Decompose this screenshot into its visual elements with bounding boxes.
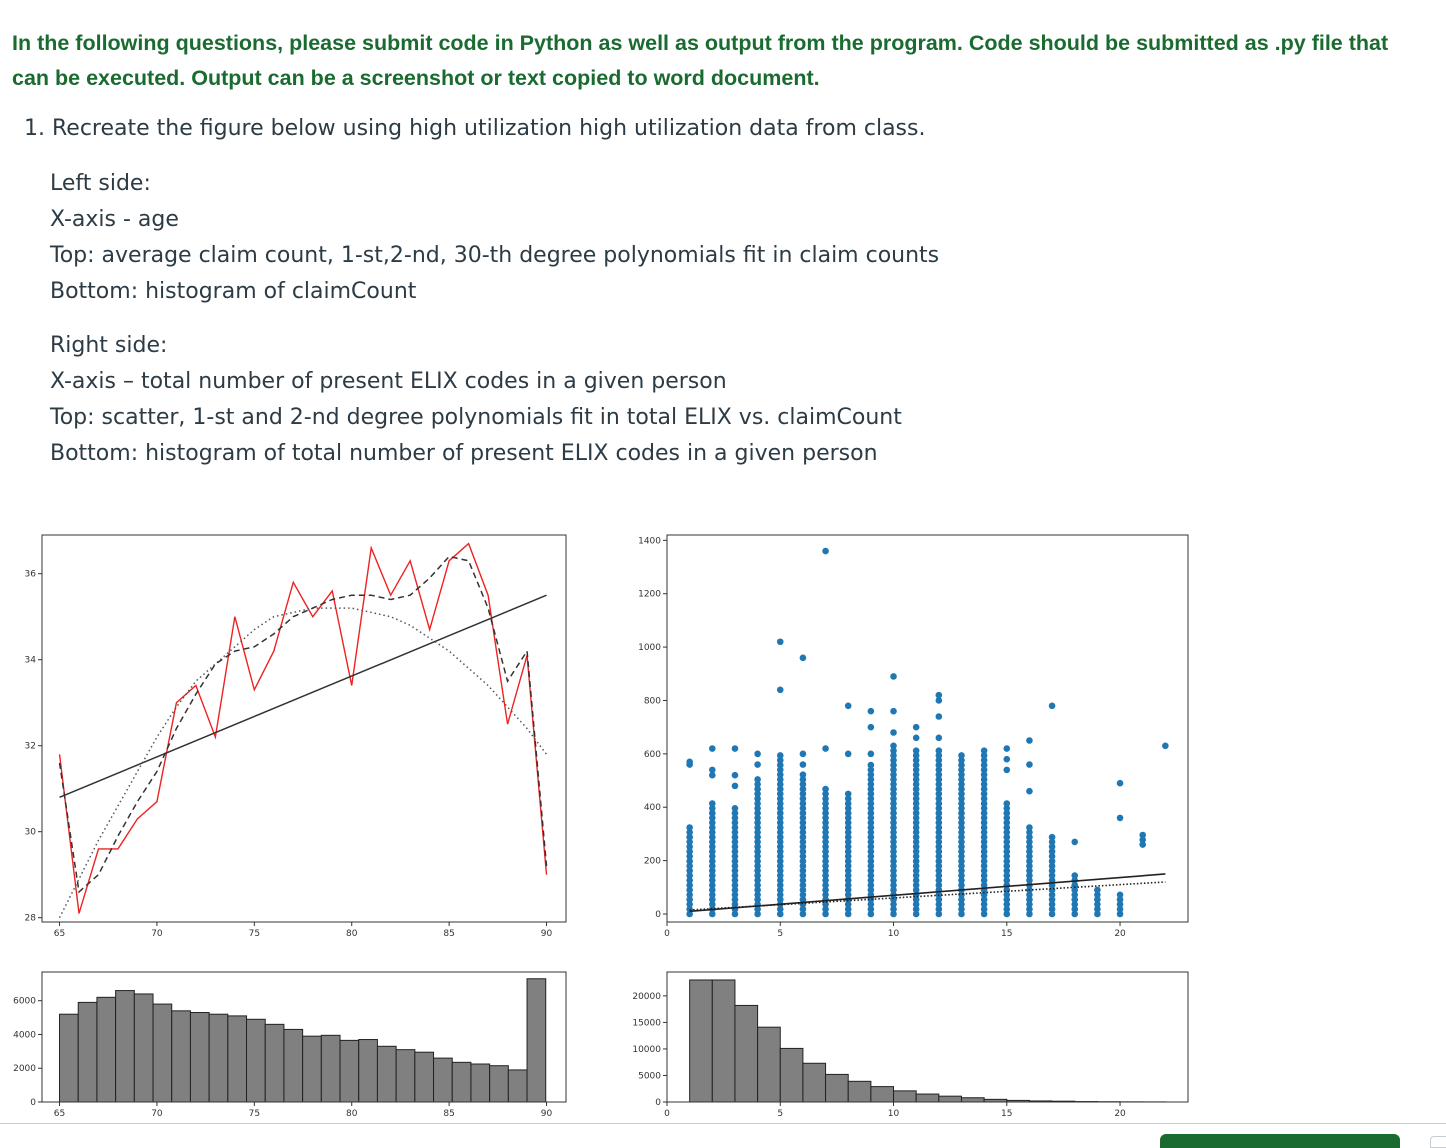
histogram-bar (527, 979, 546, 1102)
scatter-point (777, 638, 784, 645)
scatter-point (1071, 872, 1078, 879)
scatter-point (777, 687, 784, 694)
scatter-point (822, 548, 829, 555)
histogram-bar (452, 1062, 471, 1102)
x-tick-label: 65 (54, 1109, 65, 1119)
histogram-bar (508, 1070, 527, 1102)
corner-button[interactable] (1430, 1136, 1446, 1148)
x-tick-label: 75 (249, 929, 260, 939)
scatter-point (709, 745, 716, 752)
series-line-black-dashed (60, 557, 547, 892)
x-tick-label: 10 (888, 929, 900, 939)
scatter-point (686, 824, 693, 831)
x-tick-label: 85 (443, 929, 454, 939)
y-tick-label: 0 (655, 910, 661, 920)
question-1: 1. Recreate the figure below using high utilization high utilization data from class. (24, 116, 925, 141)
right-side-line: Top: scatter, 1-st and 2-nd degree polynomials fit in total ELIX vs. claimCount (50, 400, 902, 436)
histogram-bar (803, 1063, 826, 1102)
right-side-line: X-axis – total number of present ELIX codes in a given person (50, 364, 902, 400)
x-tick-label: 20 (1114, 1109, 1126, 1119)
y-tick-label: 800 (644, 696, 661, 706)
y-tick-label: 15000 (632, 1018, 661, 1028)
series-line-black-dotted (60, 608, 547, 918)
y-tick-label: 28 (25, 914, 37, 924)
histogram-bar (228, 1016, 247, 1102)
scatter-point (1071, 839, 1078, 846)
scatter-point (800, 751, 807, 758)
scatter-point (732, 783, 739, 790)
scatter-point (845, 791, 852, 798)
y-tick-label: 6000 (13, 997, 36, 1007)
scatter-point (754, 751, 761, 758)
x-tick-label: 65 (54, 929, 65, 939)
x-tick-label: 15 (1001, 1109, 1012, 1119)
chart-bottom-left (13, 972, 566, 1119)
y-tick-label: 4000 (13, 1030, 36, 1040)
histogram-bar (172, 1011, 191, 1102)
histogram-bar (916, 1094, 939, 1102)
scatter-point (845, 751, 852, 758)
histogram-bar (377, 1046, 396, 1102)
footer-divider (0, 1123, 1446, 1124)
histogram-bar (758, 1027, 781, 1102)
y-tick-label: 0 (655, 1098, 661, 1108)
scatter-point (777, 752, 784, 759)
histogram-bar (247, 1019, 266, 1102)
y-tick-label: 600 (644, 750, 661, 760)
chart-top-right (638, 535, 1188, 939)
scatter-point (800, 654, 807, 661)
x-tick-label: 0 (664, 1109, 670, 1119)
histogram-bar (848, 1081, 871, 1102)
x-tick-label: 5 (777, 1109, 783, 1119)
x-tick-label: 15 (1001, 929, 1012, 939)
chart-top-left (25, 535, 566, 939)
scatter-point (890, 729, 897, 736)
scatter-point (686, 759, 693, 766)
scatter-point (1049, 703, 1056, 710)
submit-button[interactable] (1160, 1134, 1400, 1148)
histogram-bar (894, 1091, 917, 1102)
x-tick-label: 20 (1114, 929, 1126, 939)
scatter-point (890, 708, 897, 715)
scatter-point (732, 745, 739, 752)
series-line-black-solid (60, 595, 547, 797)
scatter-point (913, 747, 920, 754)
y-tick-label: 32 (25, 742, 36, 752)
y-tick-label: 1000 (638, 643, 661, 653)
y-tick-label: 400 (644, 803, 661, 813)
x-tick-label: 90 (541, 929, 553, 939)
scatter-point (822, 745, 829, 752)
scatter-point (1094, 887, 1101, 894)
scatter-point (800, 771, 807, 778)
scatter-point (1162, 743, 1169, 750)
scatter-point (845, 703, 852, 710)
histogram-bar (97, 997, 116, 1102)
histogram-bar (780, 1048, 803, 1102)
histogram-bar (284, 1029, 303, 1102)
x-tick-label: 85 (443, 1109, 454, 1119)
scatter-point (1117, 815, 1124, 822)
scatter-point (936, 735, 943, 742)
scatter-point (800, 761, 807, 768)
x-tick-label: 80 (346, 929, 358, 939)
scatter-point (1117, 891, 1124, 898)
y-tick-label: 5000 (638, 1071, 661, 1081)
scatter-point (822, 786, 829, 793)
scatter-point (913, 735, 920, 742)
scatter-point (1003, 745, 1010, 752)
scatter-point (1117, 780, 1124, 787)
histogram-bar (134, 994, 153, 1102)
y-tick-label: 200 (644, 857, 661, 867)
histogram-bar (209, 1014, 228, 1102)
x-tick-label: 70 (151, 929, 163, 939)
axes-frame (667, 535, 1188, 922)
scatter-point (913, 724, 920, 731)
histogram-bar (434, 1058, 453, 1102)
scatter-point (868, 724, 875, 731)
scatter-point (1026, 737, 1033, 744)
x-tick-label: 80 (346, 1109, 358, 1119)
x-tick-label: 70 (151, 1109, 163, 1119)
scatter-point (1003, 800, 1010, 807)
scatter-point (936, 747, 943, 754)
histogram-bar (359, 1040, 378, 1102)
scatter-point (868, 708, 875, 715)
scatter-point (732, 805, 739, 812)
scatter-point (1003, 767, 1010, 774)
histogram-bar (190, 1013, 209, 1102)
y-tick-label: 30 (25, 828, 37, 838)
histogram-bar (471, 1064, 490, 1102)
histogram-bar (690, 980, 713, 1102)
scatter-point (1139, 832, 1146, 839)
scatter-point (732, 772, 739, 779)
histogram-bar (265, 1024, 284, 1102)
histogram-bar (396, 1050, 415, 1102)
scatter-point (868, 762, 875, 769)
figure-image (0, 520, 1200, 1120)
scatter-point (868, 751, 875, 758)
scatter-point (709, 800, 716, 807)
scatter-point (1026, 761, 1033, 768)
y-tick-label: 2000 (13, 1064, 36, 1074)
left-side-line: X-axis - age (50, 202, 939, 238)
scatter-point (1026, 824, 1033, 831)
histogram-bar (116, 991, 135, 1102)
scatter-point (1026, 788, 1033, 795)
histogram-bar (303, 1036, 322, 1102)
histogram-bar (961, 1098, 984, 1102)
histogram-bar (78, 1002, 97, 1102)
scatter-point (890, 673, 897, 680)
right-side-line: Bottom: histogram of total number of present ELIX codes in a given person (50, 436, 902, 472)
left-side-title: Left side: (50, 166, 939, 202)
fit-line-black-dotted (690, 882, 1166, 910)
x-tick-label: 10 (888, 1109, 900, 1119)
y-tick-label: 0 (30, 1098, 36, 1108)
scatter-point (709, 772, 716, 779)
series-line-red-solid (60, 544, 547, 914)
histogram-bar (490, 1066, 509, 1102)
x-tick-label: 75 (249, 1109, 260, 1119)
chart-bottom-right (632, 972, 1188, 1119)
right-side-title: Right side: (50, 328, 902, 364)
histogram-bar (153, 1004, 172, 1102)
histogram-bar (939, 1096, 962, 1102)
scatter-point (754, 776, 761, 783)
y-tick-label: 34 (25, 656, 37, 666)
histogram-bar (871, 1087, 894, 1102)
scatter-point (981, 747, 988, 754)
left-side-line: Bottom: histogram of claimCount (50, 274, 939, 310)
histogram-bar (712, 980, 735, 1102)
histogram-bar (415, 1052, 434, 1102)
right-side-description (50, 328, 902, 472)
y-tick-label: 36 (25, 570, 37, 580)
x-tick-label: 0 (664, 929, 670, 939)
scatter-point (1003, 756, 1010, 763)
assignment-instructions: In the following questions, please submit code in Python as well as output from the program. Code should be submitted as .py file that can be executed. Output can be a screenshot or text copied to word document. (12, 26, 1412, 96)
x-tick-label: 90 (541, 1109, 553, 1119)
histogram-bar (826, 1074, 849, 1102)
histogram-bar (321, 1035, 340, 1102)
scatter-point (958, 752, 965, 759)
y-tick-label: 20000 (632, 992, 661, 1002)
histogram-bar (735, 1005, 758, 1102)
scatter-point (754, 761, 761, 768)
histogram-bar (60, 1014, 79, 1102)
scatter-point (1049, 834, 1056, 841)
y-tick-label: 1200 (638, 590, 661, 600)
histogram-bar (340, 1040, 359, 1102)
y-tick-label: 10000 (632, 1045, 661, 1055)
scatter-point (890, 743, 897, 750)
y-tick-label: 1400 (638, 536, 661, 546)
x-tick-label: 5 (777, 929, 783, 939)
scatter-point (936, 713, 943, 720)
left-side-line: Top: average claim count, 1-st,2-nd, 30-th degree polynomials fit in claim counts (50, 238, 939, 274)
scatter-point (936, 692, 943, 699)
left-side-description (50, 166, 939, 310)
